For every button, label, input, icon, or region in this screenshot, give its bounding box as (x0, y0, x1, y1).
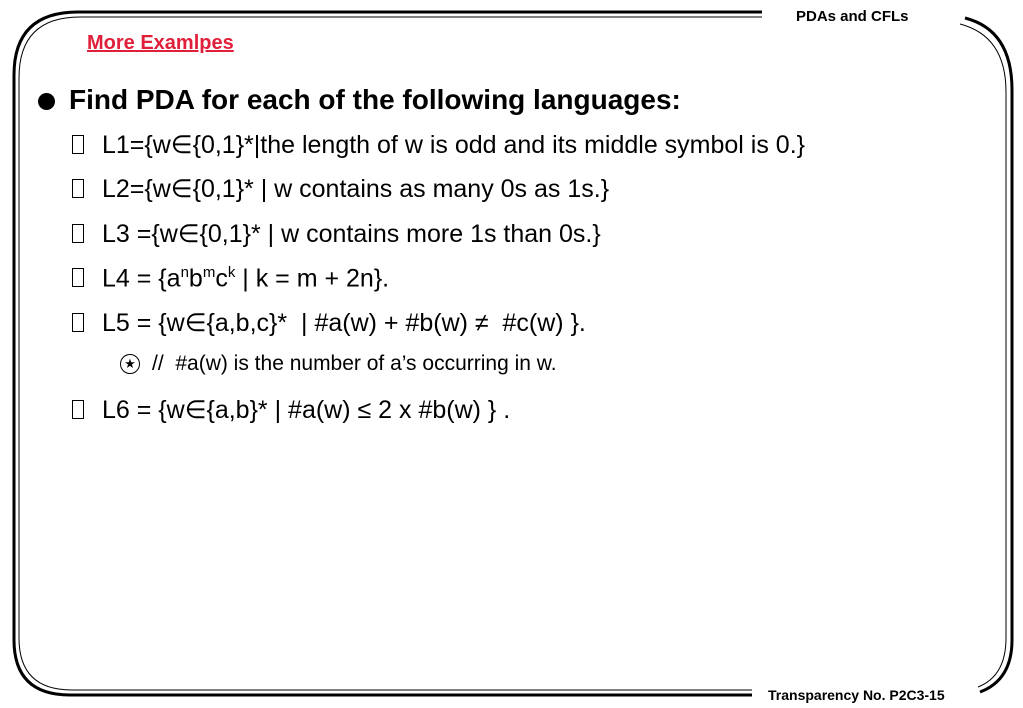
list-item-l4 (72, 264, 389, 293)
circled-star-icon: ★ (120, 354, 140, 374)
list-item-l2 (72, 174, 609, 204)
main-bullet-text: Find PDA for each of the following languages: (69, 84, 681, 115)
sub-list-item (120, 352, 557, 376)
main-bullet (38, 84, 681, 116)
header-title: PDAs and CFLs (796, 8, 909, 25)
list-item-l3 (72, 219, 601, 249)
list-item-l1 (72, 130, 805, 160)
list-item-text: L6 = {w∈{a,b}* | #a(w) ≤ 2 x #b(w) } . (102, 396, 511, 424)
bullet-dot-icon (38, 93, 55, 110)
list-item-text: L5 = {w∈{a,b,c}* | #a(w) + #b(w) ≠ #c(w) }. (102, 309, 586, 337)
box-bullet-icon (72, 179, 84, 198)
box-bullet-icon (72, 400, 84, 419)
box-bullet-icon (72, 135, 84, 154)
box-bullet-icon (72, 268, 84, 287)
list-item-l6 (72, 395, 510, 425)
list-item-text: L3 ={w∈{0,1}* | w contains more 1s than 0s.} (102, 220, 601, 248)
list-item-text: L1={w∈{0,1}*|the length of w is odd and its middle symbol is 0.} (102, 131, 806, 159)
box-bullet-icon (72, 224, 84, 243)
list-item-text: $L4 = \{a^nb^mc^k$ | k = m + 2n}. (102, 264, 390, 293)
slide-title: More Examlpes (87, 32, 234, 54)
list-item-text: L2={w∈{0,1}* | w contains as many 0s as 1s.} (102, 175, 610, 203)
footer-transparency-number: Transparency No. P2C3-15 (768, 687, 945, 703)
sub-list-item-text: // #a(w) is the number of a’s occurring in w. (152, 352, 557, 375)
box-bullet-icon (72, 313, 84, 332)
list-item-l5 (72, 308, 586, 338)
